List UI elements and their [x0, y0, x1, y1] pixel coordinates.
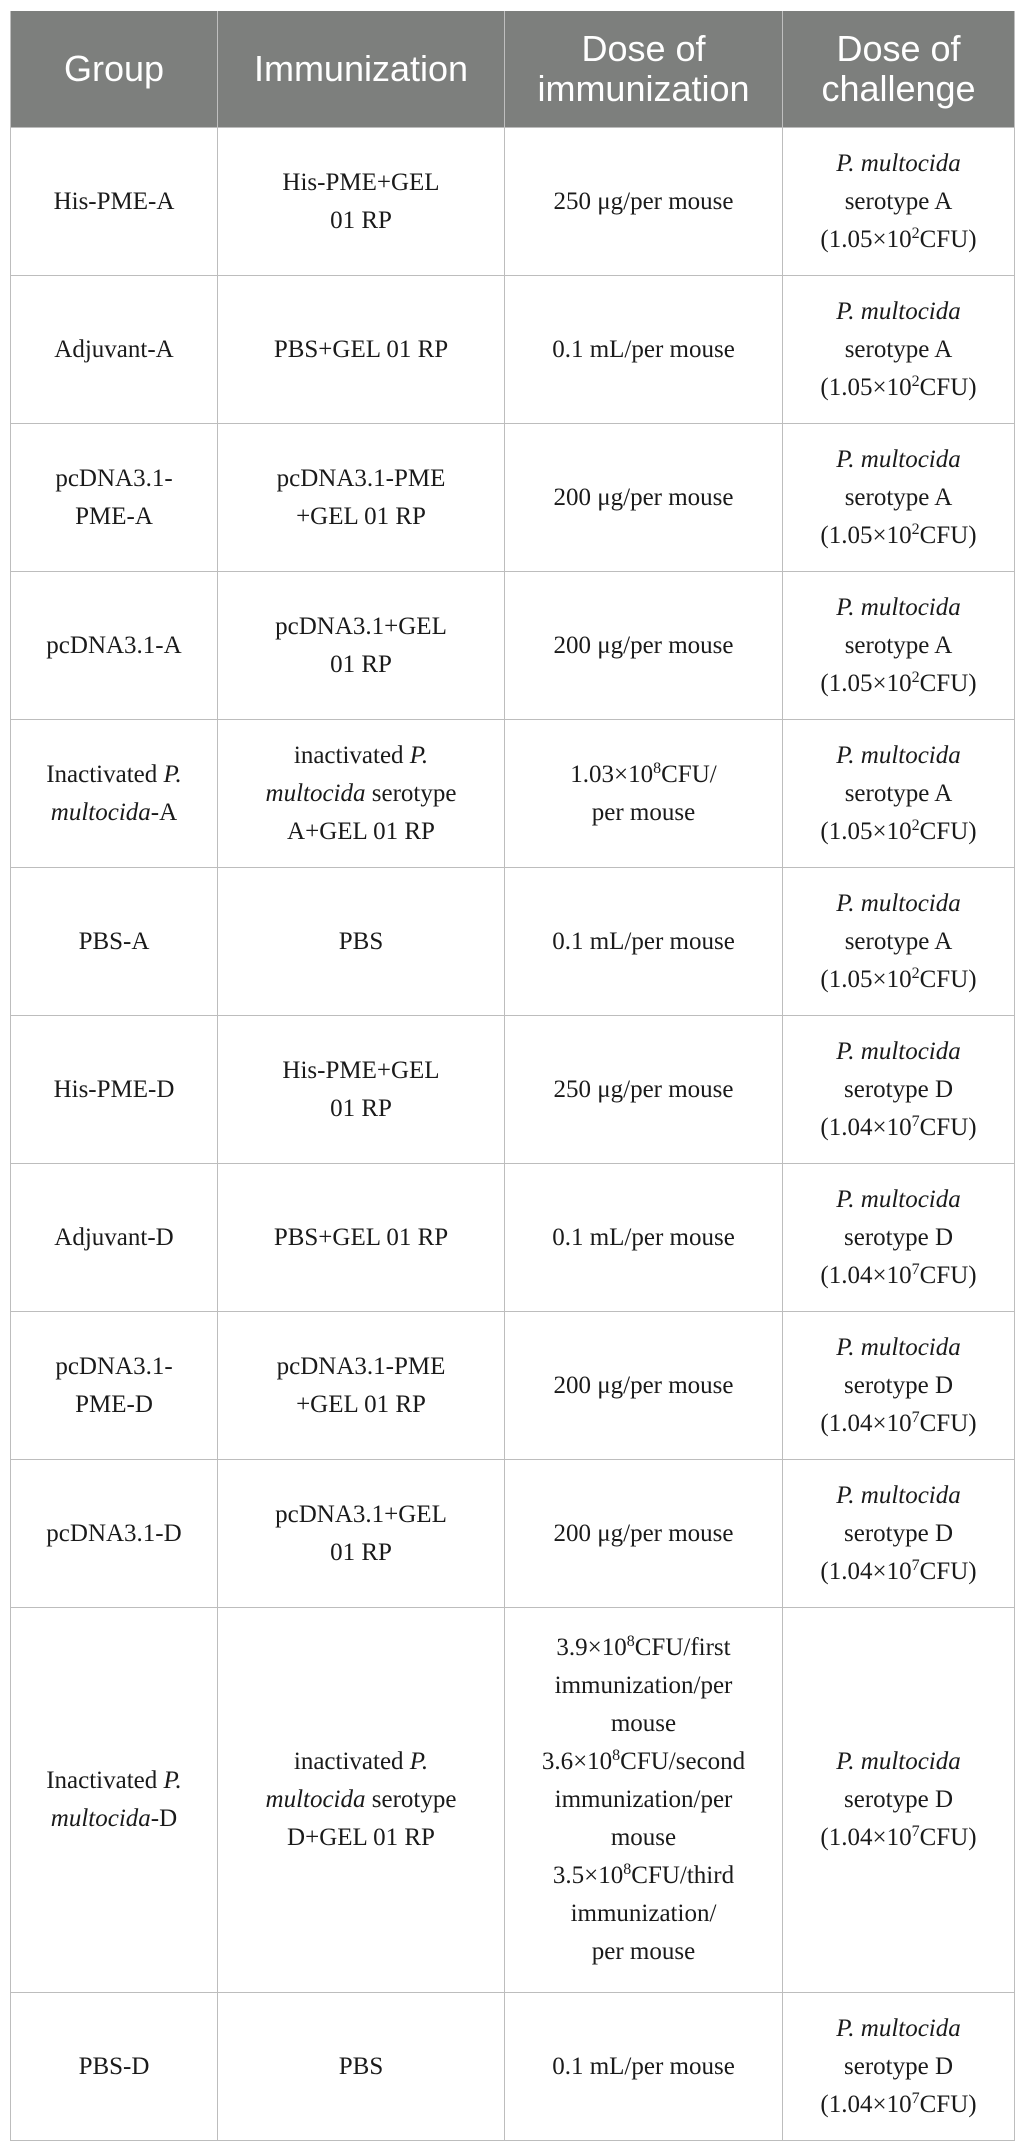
table-row	[11, 1312, 1015, 1460]
immunization-cell	[218, 1312, 505, 1460]
dose-challenge-cell	[783, 868, 1015, 1016]
dose-exponent: 8	[623, 1861, 632, 1878]
challenge-count-prefix: (1.04×10	[820, 1261, 912, 1289]
group-organism-italic: multocida	[50, 798, 151, 826]
challenge-count-exponent: 2	[911, 372, 920, 390]
data-table	[10, 11, 1015, 2141]
immunization-text-line: pcDNA3.1+GEL	[275, 1500, 447, 1528]
dose-text: per mouse	[591, 798, 696, 826]
challenge-count-suffix: CFU)	[919, 225, 977, 253]
header-dose-immunization-line2: immunization	[537, 68, 750, 109]
dose-challenge-cell	[783, 1312, 1015, 1460]
header-immunization-label: Immunization	[253, 48, 469, 89]
challenge-count-prefix: (1.05×10	[820, 817, 912, 845]
dose-text-line	[513, 1629, 774, 1667]
immunization-text-line: pcDNA3.1+GEL	[275, 612, 447, 640]
challenge-count	[791, 369, 1006, 407]
challenge-count	[791, 221, 1006, 259]
header-dose-of-immunization	[505, 11, 783, 128]
dose-challenge-cell	[783, 572, 1015, 720]
challenge-count-exponent: 2	[911, 668, 920, 686]
dose-immunization-cell	[505, 128, 783, 276]
dose-text: 1.03×10	[570, 760, 654, 788]
dose-challenge-cell	[783, 1993, 1015, 2141]
challenge-count-suffix: CFU)	[919, 817, 977, 845]
challenge-count-exponent: 2	[911, 224, 920, 242]
header-group	[11, 11, 218, 128]
immunization-cell	[218, 1993, 505, 2141]
dose-text-line: 200 μg/per mouse	[553, 1371, 734, 1399]
table-body	[11, 128, 1015, 2141]
immunization-organism-italic: P.	[409, 1748, 429, 1775]
dose-text: 3.6×10	[541, 1748, 613, 1775]
challenge-count-suffix: CFU)	[919, 1824, 977, 1851]
table-row	[11, 1164, 1015, 1312]
table-row	[11, 1460, 1015, 1608]
group-text: Inactivated	[46, 760, 164, 788]
immunization-cell	[218, 1460, 505, 1608]
challenge-organism-italic: P. multocida	[836, 1185, 961, 1213]
challenge-organism-italic: P. multocida	[836, 149, 961, 177]
challenge-organism-italic: P. multocida	[836, 1037, 961, 1065]
immunization-text-line: 01 RP	[330, 1094, 392, 1122]
table-row	[11, 720, 1015, 868]
challenge-count-suffix: CFU)	[919, 669, 977, 697]
immunization-organism-italic: multocida	[265, 779, 366, 807]
group-text-line: PME-A	[75, 502, 153, 530]
dose-text: 3.9×10	[556, 1634, 627, 1661]
dose-text-line	[513, 1705, 774, 1743]
dose-exponent: 8	[653, 759, 662, 777]
challenge-count	[791, 961, 1006, 999]
immunization-cell	[218, 1016, 505, 1164]
immunization-cell	[218, 720, 505, 868]
group-text-line	[19, 1762, 209, 1800]
dose-text-line	[513, 1781, 774, 1819]
challenge-count	[791, 1109, 1006, 1147]
dose-text: per mouse	[591, 1938, 696, 1965]
dose-text-line: 200 μg/per mouse	[553, 1519, 734, 1547]
challenge-organism-italic: P. multocida	[836, 741, 961, 769]
challenge-count-prefix: (1.05×10	[820, 225, 912, 253]
dose-text: immunization/per	[554, 1786, 733, 1813]
dose-text: immunization/	[570, 1900, 717, 1927]
immunization-text: inactivated	[293, 1748, 410, 1775]
group-text-line: pcDNA3.1-D	[46, 1519, 182, 1547]
immunization-cell	[218, 424, 505, 572]
group-text-line	[19, 794, 209, 832]
dose-text: CFU/	[661, 760, 717, 788]
dose-text: CFU/third	[631, 1862, 735, 1889]
dose-exponent: 8	[612, 1747, 621, 1764]
group-text-line: PBS-A	[78, 927, 150, 955]
challenge-organism-italic: P. multocida	[836, 1333, 961, 1361]
dose-immunization-cell	[505, 1164, 783, 1312]
dose-text-line: 250 μg/per mouse	[553, 187, 734, 215]
group-cell	[11, 276, 218, 424]
challenge-count-suffix: CFU)	[919, 521, 977, 549]
immunization-text-line: +GEL 01 RP	[296, 502, 426, 530]
group-text-line: pcDNA3.1-	[55, 464, 173, 492]
immunization-text: inactivated	[293, 741, 410, 769]
group-text-line: His-PME-A	[53, 187, 175, 215]
immunization-cell	[218, 128, 505, 276]
challenge-serotype: serotype D	[844, 1371, 953, 1399]
group-cell	[11, 128, 218, 276]
immunization-text-line	[226, 1781, 496, 1819]
group-text-line: PME-D	[75, 1390, 153, 1418]
dose-text-line	[513, 1933, 774, 1971]
dose-challenge-cell	[783, 1460, 1015, 1608]
challenge-count-exponent: 2	[911, 520, 920, 538]
challenge-serotype: serotype A	[844, 187, 953, 215]
immunization-cell	[218, 276, 505, 424]
immunization-text-line	[226, 737, 496, 775]
group-text: -A	[150, 798, 178, 826]
challenge-serotype: serotype D	[844, 1519, 953, 1547]
immunization-text-line: PBS+GEL 01 RP	[273, 1223, 449, 1251]
challenge-count	[791, 813, 1006, 851]
immunization-text-line: 01 RP	[330, 206, 392, 234]
header-group-label: Group	[63, 48, 165, 89]
immunization-text-line: His-PME+GEL	[282, 1056, 440, 1084]
dose-immunization-cell	[505, 1460, 783, 1608]
challenge-organism-italic: P. multocida	[836, 2014, 961, 2042]
challenge-count	[791, 2086, 1006, 2124]
challenge-count-suffix: CFU)	[919, 1409, 977, 1437]
challenge-organism-italic: P. multocida	[836, 593, 961, 621]
challenge-count-exponent: 7	[911, 1408, 920, 1426]
challenge-organism-italic: P. multocida	[836, 445, 961, 473]
table-row	[11, 572, 1015, 720]
challenge-count-suffix: CFU)	[919, 2090, 977, 2118]
dose-text-line: 0.1 mL/per mouse	[552, 1223, 735, 1251]
header-immunization	[218, 11, 505, 128]
group-organism-italic: multocida	[50, 1805, 151, 1832]
challenge-serotype: serotype A	[844, 779, 953, 807]
challenge-count-exponent: 2	[911, 816, 920, 834]
immunization-text-line: D+GEL 01 RP	[287, 1824, 435, 1851]
challenge-count-prefix: (1.04×10	[820, 2090, 912, 2118]
challenge-count-exponent: 7	[911, 1823, 920, 1840]
dose-text-line	[513, 1667, 774, 1705]
immunization-text-line: pcDNA3.1-PME	[276, 464, 446, 492]
group-text-line: Adjuvant-D	[54, 1223, 174, 1251]
challenge-count-prefix: (1.04×10	[820, 1557, 912, 1585]
group-cell	[11, 1993, 218, 2141]
header-dose-challenge-line1: Dose of	[836, 28, 961, 69]
dose-text: CFU/first	[634, 1634, 731, 1661]
dose-text: 3.5×10	[552, 1862, 624, 1889]
challenge-count-prefix: (1.05×10	[820, 965, 912, 993]
header-dose-of-challenge	[783, 11, 1015, 128]
header-row	[11, 11, 1015, 128]
group-cell	[11, 424, 218, 572]
immunization-text-line: A+GEL 01 RP	[287, 817, 435, 845]
challenge-count-suffix: CFU)	[919, 965, 977, 993]
dose-challenge-cell	[783, 1608, 1015, 1993]
dose-text-line: 0.1 mL/per mouse	[552, 927, 735, 955]
dose-challenge-cell	[783, 424, 1015, 572]
group-cell	[11, 1460, 218, 1608]
challenge-count-suffix: CFU)	[919, 1113, 977, 1141]
immunization-text: serotype	[365, 1786, 457, 1813]
group-text-line: Adjuvant-A	[54, 335, 174, 363]
immunization-text: serotype	[365, 779, 457, 807]
group-text-line	[19, 1800, 209, 1838]
challenge-serotype: serotype D	[844, 2052, 953, 2080]
challenge-organism-italic: P. multocida	[836, 1748, 961, 1775]
challenge-count-prefix: (1.04×10	[820, 1824, 912, 1851]
header-dose-challenge-line2: challenge	[821, 68, 976, 109]
group-cell	[11, 1312, 218, 1460]
dose-immunization-cell	[505, 1016, 783, 1164]
group-text-line: PBS-D	[78, 2052, 150, 2080]
challenge-serotype: serotype A	[844, 631, 953, 659]
immunization-cell	[218, 572, 505, 720]
table-row	[11, 276, 1015, 424]
group-text-line: pcDNA3.1-	[55, 1352, 173, 1380]
table-row	[11, 1608, 1015, 1993]
dose-text: CFU/second	[620, 1748, 746, 1775]
immunization-cell	[218, 1608, 505, 1993]
immunization-text-line: PBS	[338, 927, 384, 955]
challenge-count	[791, 1553, 1006, 1591]
immunization-text-line: pcDNA3.1-PME	[276, 1352, 446, 1380]
immunization-text-line: PBS+GEL 01 RP	[273, 335, 449, 363]
group-text-line: His-PME-D	[53, 1075, 175, 1103]
challenge-count-suffix: CFU)	[919, 1557, 977, 1585]
dose-immunization-cell	[505, 1312, 783, 1460]
dose-challenge-cell	[783, 1016, 1015, 1164]
immunization-text-line: 01 RP	[330, 650, 392, 678]
immunization-text-line	[226, 775, 496, 813]
dose-text: mouse	[610, 1824, 677, 1851]
immunization-text-line: PBS	[338, 2052, 384, 2080]
immunization-text-line	[226, 1743, 496, 1781]
challenge-organism-italic: P. multocida	[836, 297, 961, 325]
group-cell	[11, 572, 218, 720]
challenge-count-prefix: (1.05×10	[820, 669, 912, 697]
dose-immunization-cell	[505, 572, 783, 720]
dose-text-line: 0.1 mL/per mouse	[552, 2052, 735, 2080]
dose-challenge-cell	[783, 128, 1015, 276]
challenge-count-exponent: 7	[911, 1112, 920, 1130]
table-row	[11, 1016, 1015, 1164]
dose-immunization-cell	[505, 1608, 783, 1993]
dose-immunization-cell	[505, 1993, 783, 2141]
challenge-serotype: serotype D	[844, 1075, 953, 1103]
group-text-line	[19, 756, 209, 794]
challenge-organism-italic: P. multocida	[836, 1481, 961, 1509]
challenge-count-exponent: 7	[911, 2089, 920, 2107]
group-organism-italic: P.	[163, 760, 182, 788]
dose-immunization-cell	[505, 720, 783, 868]
immunization-cell	[218, 868, 505, 1016]
challenge-serotype: serotype A	[844, 927, 953, 955]
challenge-count	[791, 1819, 1006, 1857]
header-dose-immunization-line1: Dose of	[581, 28, 706, 69]
challenge-count-prefix: (1.04×10	[820, 1409, 912, 1437]
dose-challenge-cell	[783, 1164, 1015, 1312]
dose-text-line	[513, 1819, 774, 1857]
dose-text-line	[513, 756, 774, 794]
dose-immunization-cell	[505, 868, 783, 1016]
group-cell	[11, 1016, 218, 1164]
challenge-serotype: serotype A	[844, 335, 953, 363]
group-cell	[11, 868, 218, 1016]
challenge-count-suffix: CFU)	[919, 1261, 977, 1289]
dose-immunization-cell	[505, 424, 783, 572]
table-row	[11, 424, 1015, 572]
dose-text-line	[513, 1895, 774, 1933]
challenge-count-prefix: (1.04×10	[820, 1113, 912, 1141]
dose-text-line: 200 μg/per mouse	[553, 483, 734, 511]
challenge-count	[791, 665, 1006, 703]
group-cell	[11, 1164, 218, 1312]
group-text: -D	[150, 1805, 178, 1832]
challenge-count	[791, 1405, 1006, 1443]
dose-text: immunization/per	[554, 1672, 733, 1699]
immunization-organism-italic: P.	[409, 741, 429, 769]
immunization-cell	[218, 1164, 505, 1312]
dose-text-line: 0.1 mL/per mouse	[552, 335, 735, 363]
challenge-serotype: serotype D	[844, 1223, 953, 1251]
dose-text: mouse	[610, 1710, 677, 1737]
group-cell	[11, 1608, 218, 1993]
challenge-count-suffix: CFU)	[919, 373, 977, 401]
group-text: Inactivated	[46, 1767, 164, 1794]
challenge-count-prefix: (1.05×10	[820, 521, 912, 549]
challenge-count	[791, 1257, 1006, 1295]
dose-text-line	[513, 794, 774, 832]
dose-challenge-cell	[783, 720, 1015, 868]
group-cell	[11, 720, 218, 868]
dose-challenge-cell	[783, 276, 1015, 424]
group-organism-italic: P.	[163, 1767, 182, 1794]
group-text-line: pcDNA3.1-A	[46, 631, 182, 659]
table-row	[11, 128, 1015, 276]
immunization-text-line: His-PME+GEL	[282, 168, 440, 196]
challenge-count-exponent: 7	[911, 1556, 920, 1574]
challenge-count-exponent: 2	[911, 964, 920, 982]
dose-text-line: 250 μg/per mouse	[553, 1075, 734, 1103]
challenge-count	[791, 517, 1006, 555]
challenge-serotype: serotype A	[844, 483, 953, 511]
immunization-text-line: 01 RP	[330, 1538, 392, 1566]
table-row	[11, 1993, 1015, 2141]
dose-exponent: 8	[626, 1633, 635, 1650]
dose-text-line	[513, 1857, 774, 1895]
challenge-serotype: serotype D	[844, 1786, 953, 1813]
table-row	[11, 868, 1015, 1016]
challenge-count-prefix: (1.05×10	[820, 373, 912, 401]
immunization-organism-italic: multocida	[265, 1786, 366, 1813]
challenge-organism-italic: P. multocida	[836, 889, 961, 917]
immunization-text-line: +GEL 01 RP	[296, 1390, 426, 1418]
dose-immunization-cell	[505, 276, 783, 424]
dose-text-line: 200 μg/per mouse	[553, 631, 734, 659]
challenge-count-exponent: 7	[911, 1260, 920, 1278]
dose-text-line	[513, 1743, 774, 1781]
